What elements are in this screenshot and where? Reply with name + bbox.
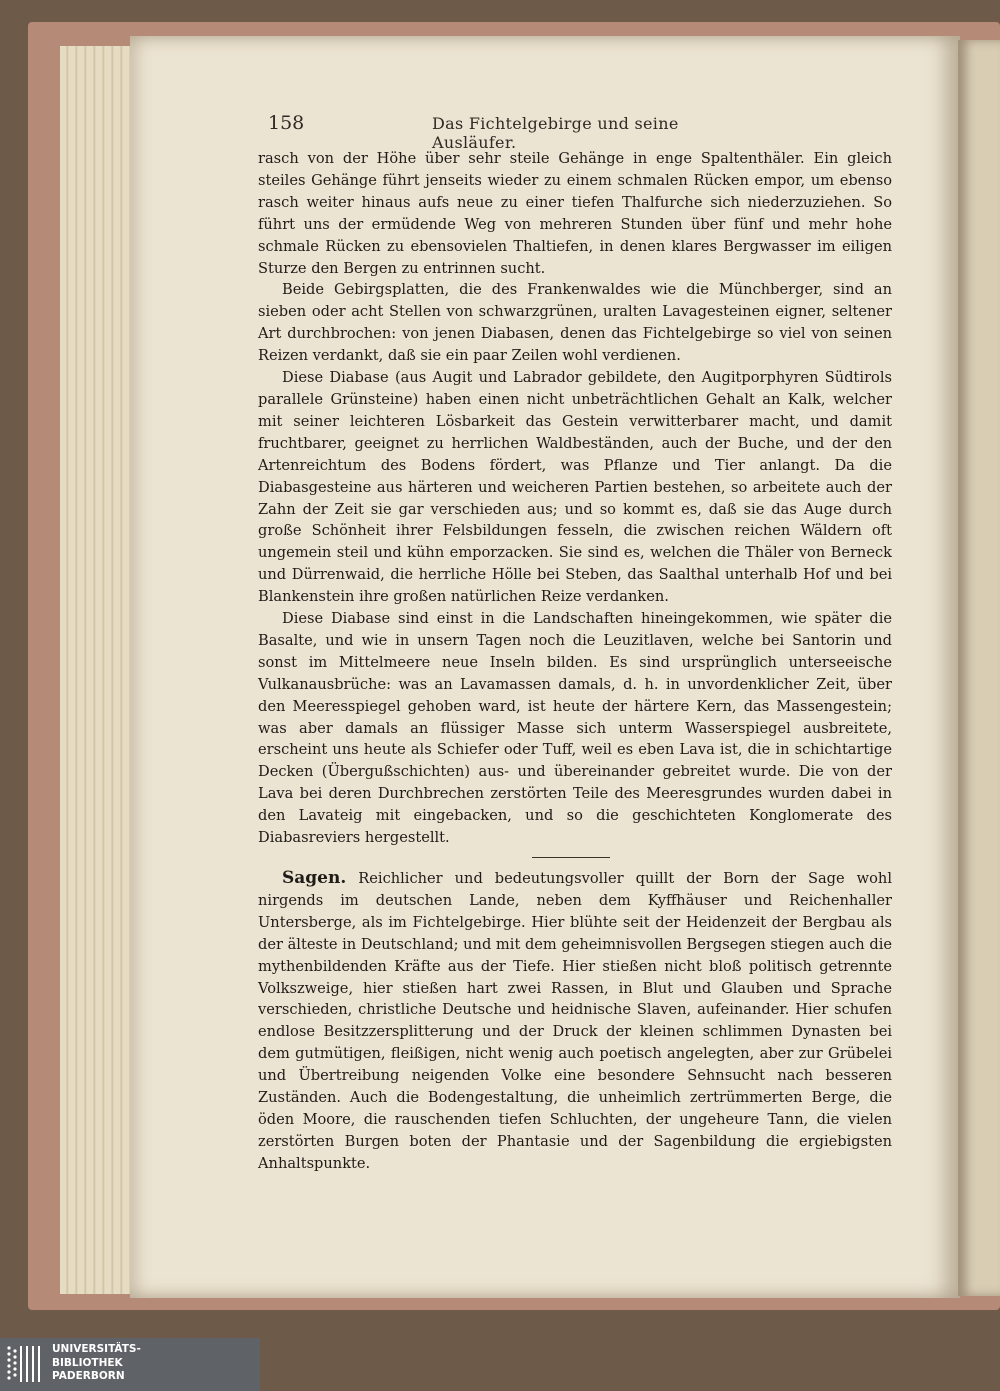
paragraph: Diese Diabase sind einst in die Landschaften hineingekommen, wie später die Basalte, und wie in unsern Tagen noch die Leuzitlaven, welche bei Santorin und sonst im Mittelmeere neue Inseln bilden. Es sind ursprünglich unterseeische Vulkanausbrüche: was an Lavamassen damals, d. h. in unvordenklicher Zeit, über den Meeresspiegel gehoben ward, ist heute der härtere Kern, das Massengestein; was aber damals an flüssiger Masse sich unterm Wasserspiegel ausbreitete, erscheint uns heute als Schiefer oder Tuff, weil es eben Lava ist, die in schichtartige Decken (Übergußschichten) aus- und übereinander gebreitet wurde. Die von der Lava bei deren Durchbrechen zerstörten Teile des Meeresgrundes wurden dabei in den Lavateig mit eingebacken, und so die geschichteten Konglomerate des Diabasreviers hergestellt. <box>258 610 892 847</box>
facing-page-edge <box>958 40 1000 1296</box>
section-divider <box>532 857 610 858</box>
sagen-paragraph <box>258 868 892 1175</box>
library-logo <box>0 1338 260 1391</box>
page-header <box>268 112 740 152</box>
library-name-line: PADERBORN <box>52 1370 125 1382</box>
paragraph: rasch von der Höhe über sehr steile Gehänge in enge Spaltenthäler. Ein gleich steiles Gehänge führt jenseits wieder zu einem schmalen Rücken empor, um ebenso rasch weiter hinaus aufs neue zu einer tiefen Thalfurche sich niederzuziehen. So führt uns der ermüdende Weg von mehreren Stunden über fünf und mehr hohe schmale Rücken zu ebensovielen Thaltiefen, in denen klares Bergwasser im eiligen Sturze den Bergen zu entrinnen sucht. <box>258 150 892 277</box>
sagen-text: Reichlicher und bedeutungsvoller quillt der Born der Sage wohl nirgends im deutschen Lande, neben dem Kyffhäuser und Reichenhaller Untersberge, als im Fichtelgebirge. Hier blühte seit der Heidenzeit der Bergbau als der älteste in Deutschland; und mit dem geheimnisvollen Bergsegen stiegen auch die mythenbildenden Kräfte aus der Tiefe. Hier stießen nicht bloß politisch getrennte Volkszweige, hier stießen hart zwei Rassen, in Blut und Glauben und Sprache verschieden, christliche Deutsche und heidnische Slaven, aufeinander. Hier schufen endlose Besitzzersplitterung und der Druck der kleinen schlimmen Dynasten bei dem gutmütigen, fleißigen, nicht wenig auch poetisch angelegten, aber zur Grübelei und Übertreibung neigenden Volke eine besondere Sehnsucht nach besseren Zuständen. Auch die Bodengestaltung, die unheimlich zertrümmerten Berge, die öden Moore, die rauschenden tiefen Schluchten, der ungeheure Tann, die vielen zerstörten Burgen boten der Phantasie und der Sagenbildung die ergiebigsten Anhaltspunkte. <box>258 870 892 1172</box>
paragraph: Beide Gebirgsplatten, die des Frankenwaldes wie die Münchberger, sind an sieben oder acht Stellen von schwarzgrünen, uralten Lavagesteinen eigner, seltener Art durchbrochen: von jenen Diabasen, denen das Fichtelgebirge so viel von seinen Reizen verdankt, daß sie ein paar Zeilen wohl verdienen. <box>258 281 892 365</box>
library-name-line: UNIVERSITÄTS- <box>52 1343 141 1355</box>
section-heading: Sagen. <box>282 868 347 888</box>
body-text <box>258 148 892 1175</box>
library-name-line: BIBLIOTHEK <box>52 1356 123 1369</box>
paragraph: Diese Diabase (aus Augit und Labrador gebildete, den Augitporphyren Südtirols parallele Grünsteine) haben einen nicht unbeträchtlichen Gehalt an Kalk, welcher mit seiner leichteren Lösbarkeit das Gestein verwitterbarer macht, und damit fruchtbarer, geeignet zu herrlichen Waldbeständen, auch der Buche, und der den Artenreichtum des Bodens fördert, was Pflanze und Tier anlangt. Da die Diabasgesteine aus härteren und weicheren Partien bestehen, so arbeitete auch der Zahn der Zeit sie gar verschieden aus; und so kommt es, daß sie das Auge durch große Schönheit ihrer Felsbildungen fesseln, die zwischen reichen Wäldern oft ungemein steil und kühn emporzacken. Sie sind es, welchen die Thäler von Berneck und Dürrenwaid, die herrliche Hölle bei Steben, das Saalthal unterhalb Hof und bei Blankenstein ihre großen natürlichen Reize verdanken. <box>258 369 892 606</box>
library-name <box>52 1343 252 1384</box>
running-title: Das Fichtelgebirge und seine Ausläufer. <box>432 114 679 152</box>
page-number: 158 <box>268 112 305 134</box>
library-emblem-icon <box>6 1344 44 1384</box>
